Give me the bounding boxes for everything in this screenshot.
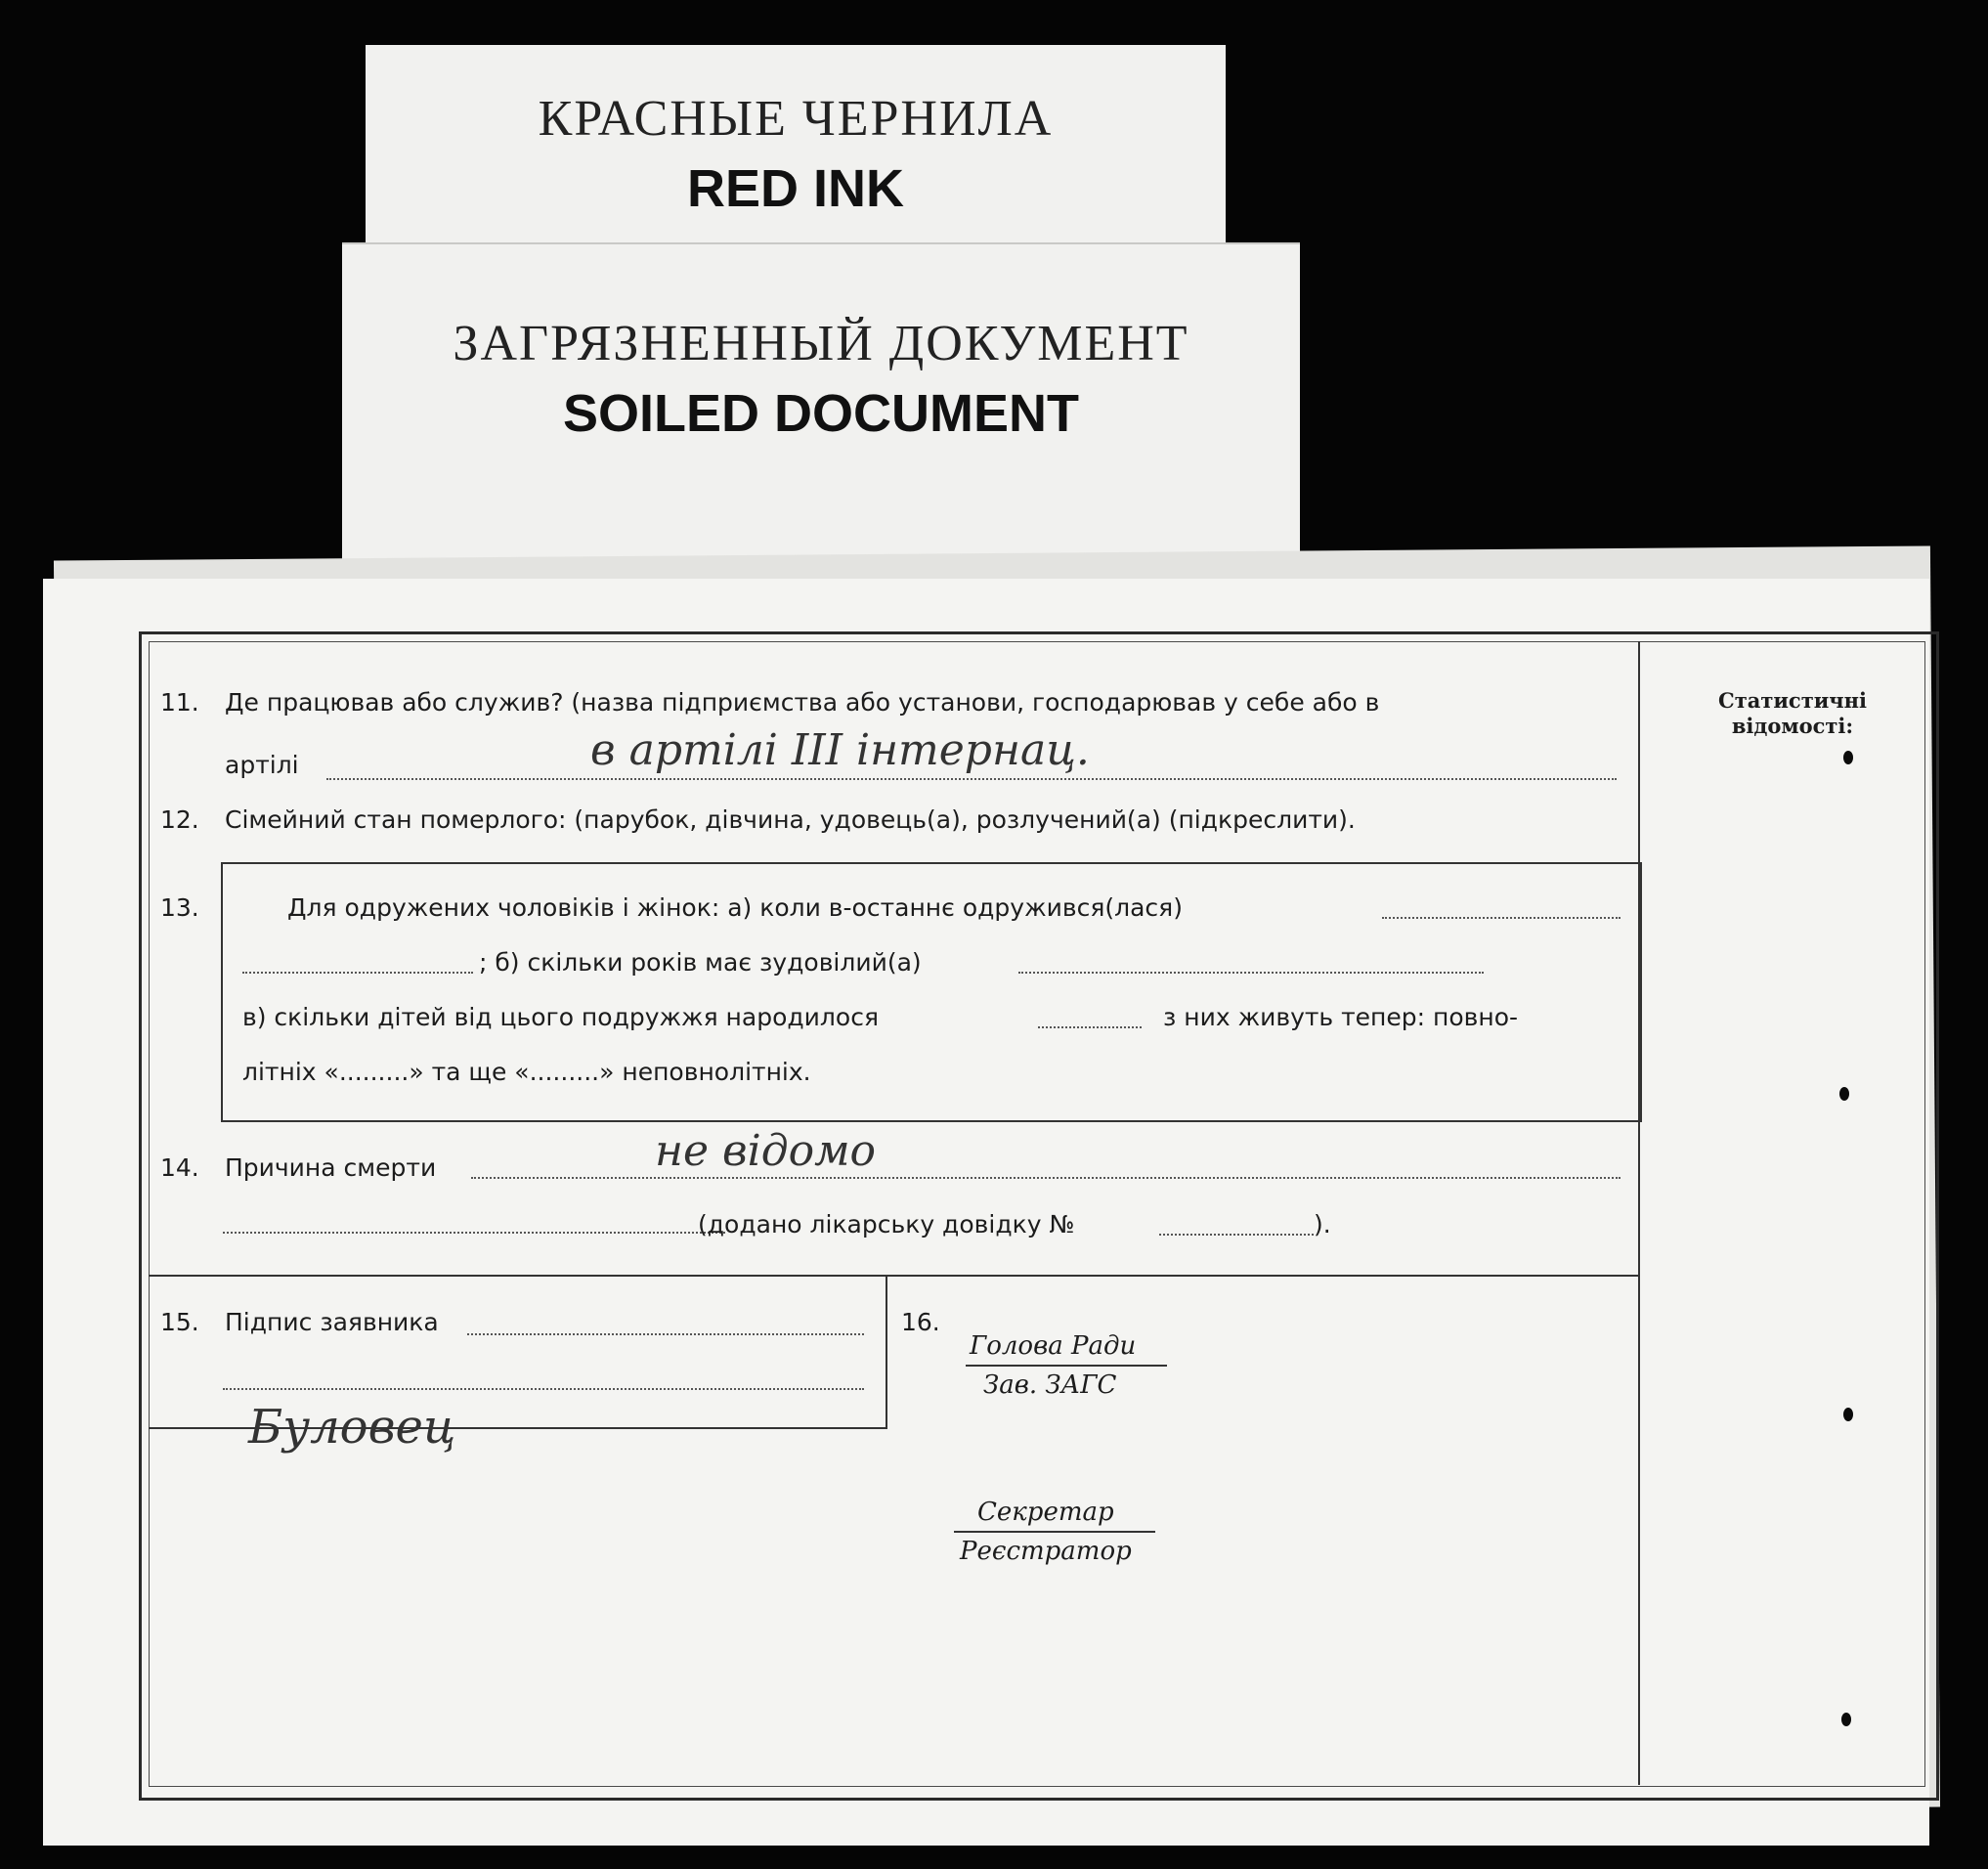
binding-hole bbox=[1839, 1087, 1849, 1101]
soiled-ru: ЗАГРЯЗНЕННЫЙ ДОКУМЕНТ bbox=[453, 316, 1189, 371]
secretary-title-rule bbox=[954, 1531, 1155, 1533]
head-title-rule bbox=[966, 1365, 1167, 1367]
q13-number: 13. bbox=[160, 893, 199, 922]
soiled-document-label-card bbox=[342, 244, 1300, 567]
q13-line4: літніх «.........» та ще «.........» неповнолітніх. bbox=[242, 1058, 811, 1086]
red-ink-ru: КРАСНЫЕ ЧЕРНИЛА bbox=[538, 91, 1054, 147]
q15-signature-line bbox=[467, 1333, 864, 1335]
applicant-signature: Буловец bbox=[248, 1400, 456, 1455]
q16-number: 16. bbox=[901, 1308, 940, 1336]
q13-line2: ; б) скільки років має зудовілий(а) bbox=[479, 948, 922, 977]
zags-head-title: Зав. ЗАГС bbox=[983, 1370, 1117, 1400]
q14-note: (додано лікарську довідку № bbox=[698, 1210, 1075, 1239]
q13-widowed-years-line bbox=[1018, 972, 1484, 974]
q14-handwritten-cause: не відомо bbox=[655, 1126, 877, 1176]
red-ink-label-card bbox=[366, 45, 1226, 258]
q14-cause-line bbox=[471, 1177, 1621, 1179]
q13-married-date-line-2 bbox=[242, 972, 473, 974]
q14-certificate-number-line bbox=[1159, 1234, 1314, 1236]
q11-answer-line bbox=[326, 778, 1617, 780]
q15-line: 15. Підпис заявника bbox=[160, 1308, 439, 1336]
registrar-title: Реєстратор bbox=[960, 1537, 1132, 1566]
q14-cause-line-2 bbox=[223, 1232, 725, 1234]
soiled-en: SOILED DOCUMENT bbox=[562, 384, 1079, 443]
q13-children-line bbox=[1038, 1026, 1142, 1028]
q14-note-end: ). bbox=[1314, 1210, 1331, 1239]
q11-line2: артілі bbox=[225, 751, 299, 779]
q13-married-date-line bbox=[1382, 917, 1621, 919]
q15-signature-line-2 bbox=[223, 1388, 864, 1390]
red-ink-en: RED INK bbox=[686, 159, 904, 218]
q11-handwritten-answer: в артілі III інтернац. bbox=[590, 725, 1090, 775]
secretary-title: Секретар bbox=[977, 1498, 1114, 1527]
q14-line: 14. Причина смерти bbox=[160, 1153, 437, 1182]
death-record-form bbox=[43, 579, 1929, 1846]
q13-line3b: з них живуть тепер: повно- bbox=[1163, 1003, 1519, 1031]
q11-line1: 11. Де працював або служив? (назва підприємства або установи, господарював у себе або в bbox=[160, 688, 1380, 717]
statistics-header: Статистичні відомості: bbox=[1717, 688, 1867, 738]
binding-hole bbox=[1843, 751, 1853, 764]
head-of-council-title: Голова Ради bbox=[970, 1331, 1137, 1361]
q12-line: 12. Сімейний стан померлого: (парубок, дівчина, удовець(а), розлучений(а) (підкреслити). bbox=[160, 805, 1356, 834]
binding-hole bbox=[1843, 1408, 1853, 1421]
statistics-column-divider bbox=[1638, 641, 1640, 1785]
binding-hole bbox=[1841, 1713, 1851, 1726]
q13-line1: Для одружених чоловіків і жінок: а) коли в-останнє одружився(лася) bbox=[287, 893, 1183, 922]
q13-line3a: в) скільки дітей від цього подружжя народилося bbox=[242, 1003, 879, 1031]
